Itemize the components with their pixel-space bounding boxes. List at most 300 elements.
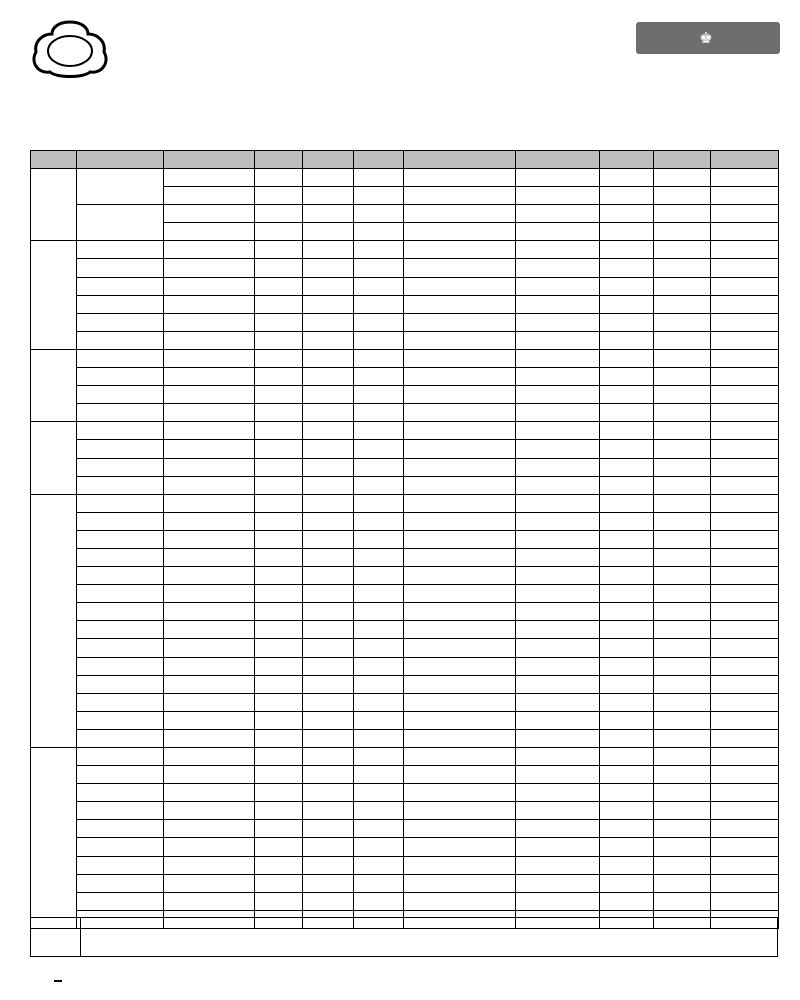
visa-type-cell [164, 784, 255, 802]
direct-price-cell [711, 802, 779, 820]
workdays-cell [600, 277, 654, 295]
workdays-cell [600, 331, 654, 349]
agent-price-cell [303, 205, 354, 223]
direct-price-cell [354, 784, 404, 802]
workdays-cell [600, 693, 654, 711]
person-icon: ♚ [699, 29, 713, 47]
visa-type-cell [516, 766, 600, 784]
country-cell [404, 295, 516, 313]
country-cell [77, 458, 164, 476]
agent-price-cell [303, 838, 354, 856]
workdays-cell [600, 223, 654, 241]
visa-type-cell [516, 476, 600, 494]
table-row [31, 621, 779, 639]
agent-price-cell [654, 748, 711, 766]
workdays-cell [255, 422, 303, 440]
agent-price-cell [303, 476, 354, 494]
visa-type-cell [164, 874, 255, 892]
visa-type-cell [516, 748, 600, 766]
direct-price-cell [711, 748, 779, 766]
country-cell [77, 675, 164, 693]
workdays-cell [600, 874, 654, 892]
visa-type-cell [164, 657, 255, 675]
visa-type-cell [516, 295, 600, 313]
workdays-cell [600, 530, 654, 548]
agent-price-cell [654, 295, 711, 313]
agent-price-cell [303, 422, 354, 440]
direct-price-cell [354, 187, 404, 205]
visa-type-cell [516, 548, 600, 566]
agent-price-cell [303, 440, 354, 458]
workdays-cell [600, 458, 654, 476]
agent-price-cell [303, 874, 354, 892]
workdays-cell [255, 313, 303, 331]
direct-price-cell [711, 277, 779, 295]
country-cell [404, 621, 516, 639]
agent-price-cell [654, 856, 711, 874]
table-row [31, 675, 779, 693]
country-cell [77, 548, 164, 566]
workdays-cell [600, 657, 654, 675]
agent-price-cell [303, 784, 354, 802]
table-row [31, 820, 779, 838]
direct-price-cell [711, 603, 779, 621]
continent-cell [31, 748, 77, 929]
direct-price-cell [354, 729, 404, 747]
workdays-cell [255, 693, 303, 711]
agent-price-cell [654, 530, 711, 548]
agent-price-cell [303, 711, 354, 729]
direct-price-cell [711, 675, 779, 693]
column-header [303, 151, 354, 169]
country-cell [404, 784, 516, 802]
country-cell [77, 313, 164, 331]
agent-price-cell [654, 639, 711, 657]
agent-price-cell [654, 440, 711, 458]
agent-price-cell [654, 603, 711, 621]
agent-price-cell [303, 512, 354, 530]
agent-price-cell [303, 295, 354, 313]
agent-price-cell [303, 368, 354, 386]
direct-price-cell [354, 856, 404, 874]
workdays-cell [600, 820, 654, 838]
visa-type-cell [164, 349, 255, 367]
visa-type-cell [516, 223, 600, 241]
footer-edition [54, 980, 62, 982]
visa-type-cell [164, 675, 255, 693]
direct-price-cell [711, 331, 779, 349]
table-row [31, 766, 779, 784]
table-row [31, 422, 779, 440]
table-row [31, 476, 779, 494]
country-cell [77, 331, 164, 349]
country-cell [404, 603, 516, 621]
workdays-cell [600, 313, 654, 331]
workdays-cell [255, 404, 303, 422]
workdays-cell [600, 711, 654, 729]
workdays-cell [600, 349, 654, 367]
table-row [31, 548, 779, 566]
country-cell [404, 169, 516, 187]
agent-price-cell [303, 585, 354, 603]
column-header [354, 151, 404, 169]
country-cell [404, 856, 516, 874]
workdays-cell [255, 349, 303, 367]
visa-type-cell [164, 205, 255, 223]
workdays-cell [600, 621, 654, 639]
visa-type-cell [516, 530, 600, 548]
workdays-cell [255, 856, 303, 874]
direct-price-cell [354, 169, 404, 187]
workdays-cell [600, 494, 654, 512]
country-cell [404, 259, 516, 277]
direct-price-cell [711, 205, 779, 223]
workdays-cell [255, 530, 303, 548]
workdays-cell [255, 277, 303, 295]
column-header [31, 151, 77, 169]
country-cell [77, 693, 164, 711]
direct-price-cell [711, 476, 779, 494]
direct-price-cell [354, 476, 404, 494]
agent-price-cell [654, 766, 711, 784]
country-cell [404, 748, 516, 766]
table-row [31, 802, 779, 820]
table-header-row [31, 151, 779, 169]
continent-cell [31, 169, 77, 241]
direct-price-cell [354, 223, 404, 241]
country-cell [77, 205, 164, 241]
direct-price-cell [354, 567, 404, 585]
country-cell [77, 838, 164, 856]
agent-price-cell [654, 476, 711, 494]
agent-price-cell [654, 512, 711, 530]
direct-price-cell [711, 693, 779, 711]
workdays-cell [600, 259, 654, 277]
country-cell [77, 639, 164, 657]
visa-type-cell [516, 241, 600, 259]
country-cell [404, 802, 516, 820]
country-cell [404, 892, 516, 910]
workdays-cell [600, 567, 654, 585]
workdays-cell [255, 368, 303, 386]
continent-cell [31, 349, 77, 421]
country-cell [404, 331, 516, 349]
agent-price-cell [654, 169, 711, 187]
country-cell [77, 748, 164, 766]
continent-cell [31, 422, 77, 494]
country-cell [404, 458, 516, 476]
workdays-cell [600, 368, 654, 386]
column-header [654, 151, 711, 169]
table-row [31, 277, 779, 295]
visa-type-cell [516, 494, 600, 512]
visa-type-cell [516, 458, 600, 476]
workdays-cell [600, 169, 654, 187]
direct-price-cell [354, 494, 404, 512]
visa-type-cell [164, 494, 255, 512]
direct-price-cell [354, 657, 404, 675]
workdays-cell [600, 295, 654, 313]
agent-price-cell [654, 205, 711, 223]
visa-type-cell [164, 820, 255, 838]
agent-price-cell [303, 530, 354, 548]
agent-price-cell [654, 838, 711, 856]
country-cell [404, 766, 516, 784]
agent-price-cell [303, 748, 354, 766]
direct-price-cell [354, 259, 404, 277]
country-cell [77, 241, 164, 259]
direct-price-cell [354, 440, 404, 458]
visa-type-cell [516, 512, 600, 530]
table-row [31, 784, 779, 802]
agent-price-cell [303, 187, 354, 205]
workdays-cell [255, 639, 303, 657]
country-cell [77, 404, 164, 422]
workdays-cell [255, 440, 303, 458]
workdays-cell [255, 657, 303, 675]
agent-price-cell [654, 892, 711, 910]
direct-price-cell [711, 386, 779, 404]
direct-price-cell [711, 404, 779, 422]
country-cell [404, 530, 516, 548]
agent-price-cell [654, 621, 711, 639]
country-cell [77, 169, 164, 205]
agent-price-cell [303, 349, 354, 367]
direct-price-cell [711, 548, 779, 566]
workdays-cell [255, 548, 303, 566]
workdays-cell [600, 187, 654, 205]
visa-type-cell [516, 205, 600, 223]
country-cell [404, 386, 516, 404]
workdays-cell [255, 838, 303, 856]
workdays-cell [600, 512, 654, 530]
direct-price-cell [354, 892, 404, 910]
country-cell [404, 585, 516, 603]
agent-price-cell [654, 313, 711, 331]
visa-type-cell [164, 693, 255, 711]
agent-price-cell [303, 386, 354, 404]
direct-price-cell [711, 422, 779, 440]
agent-price-cell [654, 693, 711, 711]
country-cell [404, 440, 516, 458]
visa-type-cell [164, 295, 255, 313]
visa-type-cell [164, 223, 255, 241]
visa-type-cell [164, 729, 255, 747]
country-cell [404, 241, 516, 259]
agent-price-cell [303, 892, 354, 910]
direct-price-cell [354, 748, 404, 766]
visa-type-cell [516, 874, 600, 892]
visa-type-cell [516, 585, 600, 603]
column-header [711, 151, 779, 169]
column-header [600, 151, 654, 169]
agent-price-cell [303, 404, 354, 422]
workdays-cell [255, 458, 303, 476]
table-row [31, 838, 779, 856]
visa-type-cell [516, 657, 600, 675]
visa-type-cell [164, 458, 255, 476]
direct-price-cell [354, 711, 404, 729]
agent-price-cell [303, 548, 354, 566]
country-cell [77, 711, 164, 729]
agent-price-cell [303, 693, 354, 711]
visa-type-cell [164, 621, 255, 639]
direct-price-cell [711, 223, 779, 241]
country-cell [77, 567, 164, 585]
direct-price-cell [711, 512, 779, 530]
visa-type-cell [516, 277, 600, 295]
visa-type-cell [164, 277, 255, 295]
visa-type-cell [516, 675, 600, 693]
direct-price-cell [711, 530, 779, 548]
workdays-cell [255, 585, 303, 603]
visa-type-cell [164, 404, 255, 422]
direct-price-cell [354, 512, 404, 530]
direct-price-cell [711, 440, 779, 458]
table-row [31, 458, 779, 476]
agent-price-cell [303, 494, 354, 512]
workdays-cell [255, 784, 303, 802]
footnote-label [31, 918, 81, 956]
direct-price-cell [354, 820, 404, 838]
visa-type-cell [164, 892, 255, 910]
direct-price-cell [354, 838, 404, 856]
table-row [31, 404, 779, 422]
workdays-cell [600, 838, 654, 856]
country-cell [404, 838, 516, 856]
country-cell [404, 675, 516, 693]
table-row [31, 241, 779, 259]
country-cell [404, 512, 516, 530]
footnote-box [30, 917, 778, 957]
visa-type-cell [164, 548, 255, 566]
workdays-cell [255, 748, 303, 766]
direct-price-cell [354, 241, 404, 259]
workdays-cell [255, 567, 303, 585]
agent-price-cell [654, 585, 711, 603]
country-cell [77, 277, 164, 295]
visa-type-cell [164, 856, 255, 874]
country-cell [404, 711, 516, 729]
table-row [31, 368, 779, 386]
direct-price-cell [711, 259, 779, 277]
workdays-cell [255, 241, 303, 259]
column-header [77, 151, 164, 169]
visa-type-cell [516, 422, 600, 440]
direct-price-cell [711, 349, 779, 367]
visa-type-cell [516, 784, 600, 802]
agent-price-cell [654, 223, 711, 241]
direct-price-cell [711, 856, 779, 874]
country-cell [404, 404, 516, 422]
country-cell [77, 603, 164, 621]
direct-price-cell [711, 621, 779, 639]
workdays-cell [600, 856, 654, 874]
visa-type-cell [164, 766, 255, 784]
visa-type-cell [516, 892, 600, 910]
workdays-cell [600, 548, 654, 566]
country-cell [404, 277, 516, 295]
direct-price-cell [354, 386, 404, 404]
country-cell [77, 784, 164, 802]
visa-type-cell [164, 169, 255, 187]
country-cell [404, 223, 516, 241]
country-cell [404, 187, 516, 205]
agent-price-cell [654, 711, 711, 729]
direct-price-cell [711, 295, 779, 313]
direct-price-cell [711, 820, 779, 838]
country-cell [404, 567, 516, 585]
agent-price-cell [654, 784, 711, 802]
agent-price-cell [303, 856, 354, 874]
direct-price-cell [711, 784, 779, 802]
workdays-cell [600, 404, 654, 422]
agent-price-cell [303, 331, 354, 349]
country-cell [77, 295, 164, 313]
visa-type-cell [516, 856, 600, 874]
country-cell [404, 874, 516, 892]
country-cell [404, 820, 516, 838]
table-row [31, 567, 779, 585]
direct-price-cell [711, 494, 779, 512]
table-row [31, 331, 779, 349]
agent-price-cell [303, 277, 354, 295]
agent-price-cell [654, 241, 711, 259]
direct-price-cell [354, 422, 404, 440]
visa-type-cell [516, 567, 600, 585]
agent-price-cell [654, 567, 711, 585]
column-header [516, 151, 600, 169]
direct-price-cell [711, 585, 779, 603]
direct-price-cell [354, 458, 404, 476]
visa-type-cell [164, 440, 255, 458]
direct-price-cell [711, 187, 779, 205]
country-cell [77, 422, 164, 440]
header [0, 0, 800, 118]
agent-price-cell [654, 277, 711, 295]
table-row [31, 386, 779, 404]
visa-type-cell [164, 603, 255, 621]
agent-price-cell [654, 349, 711, 367]
workdays-cell [600, 440, 654, 458]
workdays-cell [600, 784, 654, 802]
table-row [31, 313, 779, 331]
table-row [31, 259, 779, 277]
workdays-cell [255, 494, 303, 512]
visa-type-cell [164, 259, 255, 277]
agent-price-cell [303, 639, 354, 657]
direct-price-cell [711, 711, 779, 729]
workdays-cell [255, 766, 303, 784]
direct-price-cell [711, 567, 779, 585]
agent-price-cell [303, 241, 354, 259]
visa-type-cell [516, 802, 600, 820]
workdays-cell [255, 205, 303, 223]
workdays-cell [255, 331, 303, 349]
direct-price-cell [711, 368, 779, 386]
visa-type-cell [516, 603, 600, 621]
visa-type-cell [516, 838, 600, 856]
country-cell [77, 530, 164, 548]
country-cell [77, 820, 164, 838]
continent-cell [31, 241, 77, 350]
workdays-cell [600, 802, 654, 820]
column-header [164, 151, 255, 169]
country-cell [404, 349, 516, 367]
visa-type-cell [516, 259, 600, 277]
agent-price-cell [654, 187, 711, 205]
direct-price-cell [354, 548, 404, 566]
